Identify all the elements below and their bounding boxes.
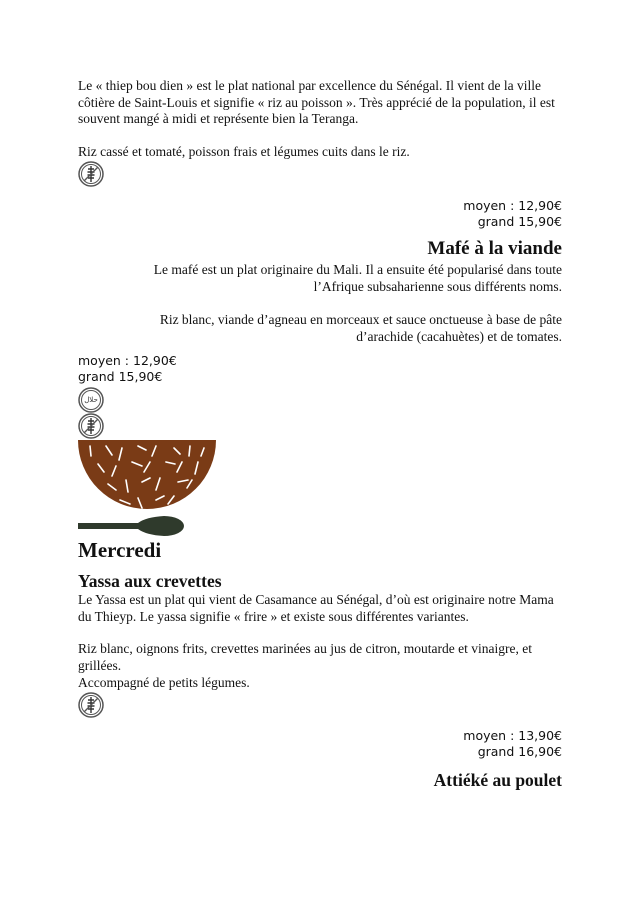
thiep-price-medium: moyen : 12,90€ (463, 198, 562, 213)
yassa-ingredients: Riz blanc, oignons frits, crevettes marinées au jus de citron, moutarde et vinaigre, et grillées. (78, 641, 532, 673)
gluten-free-icon (78, 692, 104, 718)
thiep-ingredients: Riz cassé et tomaté, poisson frais et légumes cuits dans le riz. (78, 144, 410, 159)
mafe-price-medium: moyen : 12,90€ (78, 353, 177, 368)
yassa-price-medium: moyen : 13,90€ (463, 728, 562, 743)
mafe-ingredients: Riz blanc, viande d’agneau en morceaux et sauce onctueuse à base de pâte d’arachide (cacahuètes) et de tomates. (159, 312, 562, 344)
gluten-free-icon (78, 413, 104, 439)
mafe-title: Mafé à la viande (427, 238, 562, 259)
yassa-description: Le Yassa est un plat qui vient de Casamance au Sénégal, d’où est originaire notre Mama du Thieyp. Le yassa signifie « frire » et existe sous différentes variantes. (78, 592, 554, 624)
halal-icon (78, 387, 104, 413)
mafe-price-large: grand 15,90€ (78, 369, 163, 384)
rice-bowl-illustration (78, 440, 218, 540)
yassa-title: Yassa aux crevettes (78, 571, 222, 591)
day-heading: Mercredi (78, 538, 162, 562)
attieke-title: Attiéké au poulet (433, 770, 562, 790)
yassa-accompaniment: Accompagné de petits légumes. (78, 675, 250, 690)
thiep-description: Le « thiep bou dien » est le plat national par excellence du Sénégal. Il vient de la ville côtière de Saint-Louis et signifie « riz au poisson ». Très apprécié de la population, il est souvent mangé à midi et représente bien la Teranga. (78, 78, 555, 126)
mafe-description: Le mafé est un plat originaire du Mali. Il a ensuite été popularisé dans toute l’Afrique subsaharienne sous différents noms. (153, 262, 562, 294)
gluten-free-icon (78, 161, 104, 187)
halal-logo-text: حلال (84, 396, 98, 404)
thiep-price-large: grand 15,90€ (477, 214, 562, 229)
yassa-price-large: grand 16,90€ (477, 744, 562, 759)
